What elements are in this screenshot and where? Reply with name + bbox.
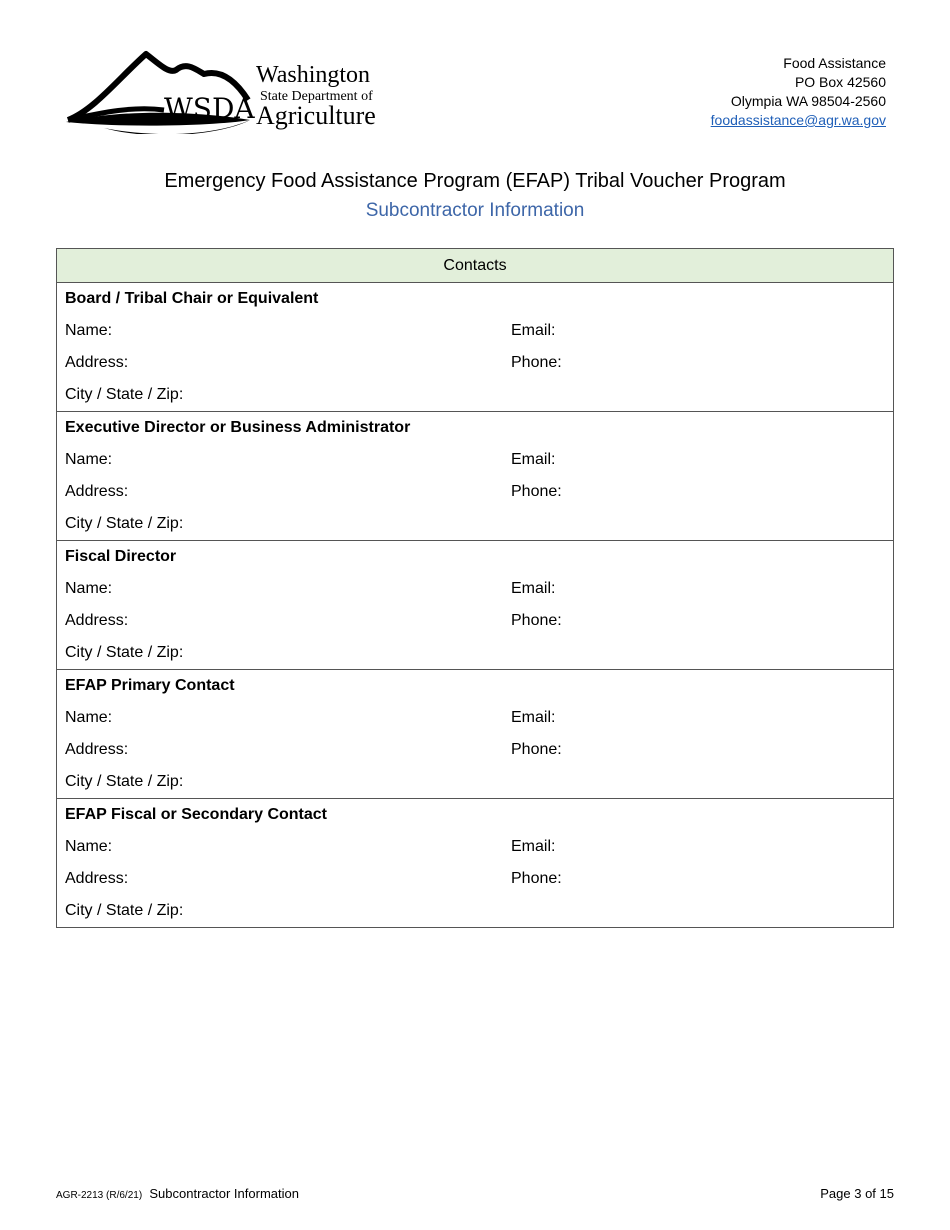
city-state-zip-label: City / State / Zip: — [57, 379, 504, 412]
address-label: Address: — [65, 870, 129, 887]
logo-line3: Agriculture — [256, 101, 376, 130]
contact-row — [57, 702, 894, 734]
section-title: Executive Director or Business Administrator — [57, 412, 894, 445]
address-line3: Olympia WA 98504-2560 — [730, 93, 886, 109]
contacts-header-row — [57, 249, 894, 283]
address-label: Address: — [65, 354, 129, 371]
email-label: Email: — [511, 838, 556, 855]
email-label: Email: — [511, 580, 556, 597]
name-label: Name: — [65, 709, 113, 726]
logo-mark: WSDA — [164, 92, 255, 125]
city-state-zip-label: City / State / Zip: — [57, 895, 504, 928]
section-efap-primary-contact — [57, 670, 894, 703]
city-state-zip-label: City / State / Zip: — [57, 508, 504, 541]
city-state-zip-label: City / State / Zip: — [57, 766, 504, 799]
form-name: Subcontractor Information — [149, 1186, 299, 1201]
email-link[interactable]: foodassistance@agr.wa.gov — [710, 112, 886, 128]
section-fiscal-director — [57, 541, 894, 574]
name-label: Name: — [65, 322, 113, 339]
footer-form-info — [56, 1186, 299, 1201]
contacts-table — [56, 248, 894, 928]
contact-row — [57, 347, 894, 379]
section-efap-secondary-contact — [57, 799, 894, 832]
email-label: Email: — [511, 451, 556, 468]
phone-label: Phone: — [511, 612, 562, 629]
section-executive-director — [57, 412, 894, 445]
name-label: Name: — [65, 451, 113, 468]
contact-row — [57, 895, 894, 928]
phone-label: Phone: — [511, 741, 562, 758]
logo-line2: State Department of — [260, 89, 373, 104]
agency-address — [711, 54, 886, 130]
phone-label: Phone: — [511, 483, 562, 500]
name-label: Name: — [65, 838, 113, 855]
contact-row — [57, 315, 894, 347]
email-label: Email: — [511, 709, 556, 726]
wsda-logo — [64, 48, 384, 134]
section-title: Board / Tribal Chair or Equivalent — [57, 283, 894, 316]
contact-row — [57, 831, 894, 863]
contact-row — [57, 637, 894, 670]
city-state-zip-label: City / State / Zip: — [57, 637, 504, 670]
form-code: AGR-2213 (R/6/21) — [56, 1190, 143, 1201]
address-label: Address: — [65, 741, 129, 758]
contact-row — [57, 476, 894, 508]
contacts-header: Contacts — [57, 249, 894, 283]
contact-row — [57, 379, 894, 412]
page-subtitle: Subcontractor Information — [365, 200, 585, 221]
section-title: EFAP Primary Contact — [57, 670, 894, 703]
section-title: Fiscal Director — [57, 541, 894, 574]
email-label: Email: — [511, 322, 556, 339]
logo-line1: Washington — [256, 62, 371, 88]
contact-row — [57, 508, 894, 541]
contact-row — [57, 766, 894, 799]
section-board-chair — [57, 283, 894, 316]
contact-row — [57, 444, 894, 476]
address-line2: PO Box 42560 — [794, 74, 886, 90]
contact-row — [57, 734, 894, 766]
contact-row — [57, 573, 894, 605]
address-label: Address: — [65, 612, 129, 629]
section-title: EFAP Fiscal or Secondary Contact — [57, 799, 894, 832]
phone-label: Phone: — [511, 870, 562, 887]
name-label: Name: — [65, 580, 113, 597]
contact-row — [57, 605, 894, 637]
address-line1: Food Assistance — [783, 55, 886, 71]
page-title: Emergency Food Assistance Program (EFAP) Tribal Voucher Program — [164, 170, 786, 192]
address-label: Address: — [65, 483, 129, 500]
phone-label: Phone: — [511, 354, 562, 371]
contact-row — [57, 863, 894, 895]
page-number: Page 3 of 15 — [820, 1186, 894, 1201]
